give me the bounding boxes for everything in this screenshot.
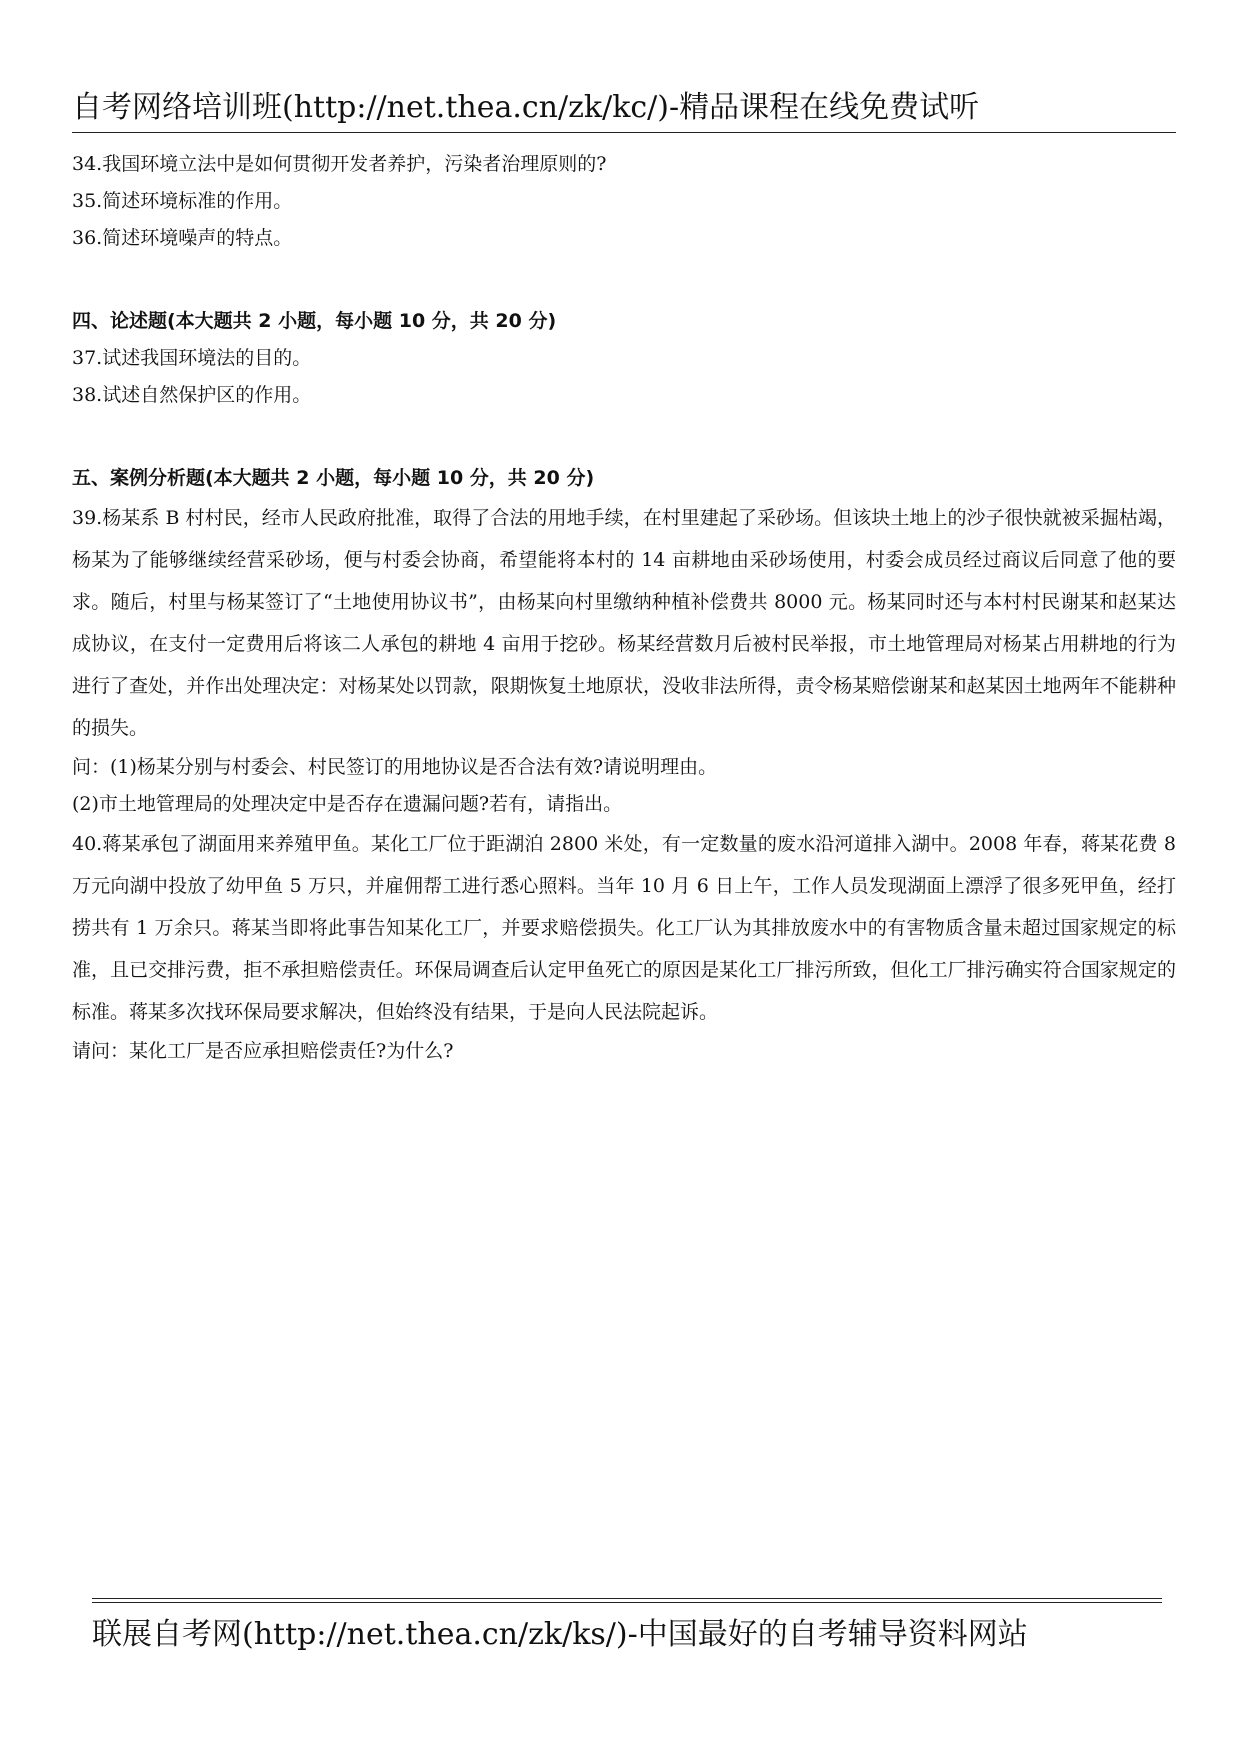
question-37: 37.试述我国环境法的目的。 xyxy=(72,347,312,369)
header-divider xyxy=(72,132,1176,133)
section-heading-case-analysis: 五、案例分析题(本大题共 2 小题，每小题 10 分，共 20 分) xyxy=(72,467,595,489)
section-heading-essay: 四、论述题(本大题共 2 小题，每小题 10 分，共 20 分) xyxy=(72,310,557,332)
question-39-ask-1: 问：(1)杨某分别与村委会、村民签订的用地协议是否合法有效?请说明理由。 xyxy=(72,756,718,778)
footer-divider xyxy=(92,1598,1162,1603)
page-footer xyxy=(92,1598,1162,1655)
question-39-ask-2: (2)市土地管理局的处理决定中是否存在遗漏问题?若有，请指出。 xyxy=(72,793,623,815)
question-34: 34.我国环境立法中是如何贯彻开发者养护，污染者治理原则的? xyxy=(72,153,607,175)
page-header xyxy=(72,88,1176,128)
question-36: 36.简述环境噪声的特点。 xyxy=(72,227,293,249)
question-40-ask: 请问：某化工厂是否应承担赔偿责任?为什么? xyxy=(72,1040,454,1062)
question-39-case-text: 39.杨某系 B 村村民，经市人民政府批准，取得了合法的用地手续，在村里建起了采砂场。但该块土地上的沙子很快就被采掘枯竭，杨某为了能够继续经营采砂场，便与村委会协商，希望能将本村的 14 亩耕地由采砂场使用，村委会成员经过商议后同意了他的要求。随后，村里与杨某签订了“土地使用协议书”，由杨某向村里缴纳种植补偿费共 8000 元。杨某同时还与本村村民谢某和赵某达成协议，在支付一定费用后将该二人承包的耕地 4 亩用于挖砂。杨某经营数月后被村民举报，市土地管理局对杨某占用耕地的行为进行了查处，并作出处理决定：对杨某处以罚款，限期恢复土地原状，没收非法所得，责令杨某赔偿谢某和赵某因土地两年不能耕种的损失。 xyxy=(72,507,1176,739)
footer-title: 联展自考网(http://net.thea.cn/zk/ks/)-中国最好的自考辅导资料网站 xyxy=(92,1617,1028,1652)
exam-content xyxy=(72,146,1176,1070)
header-title: 自考网络培训班(http://net.thea.cn/zk/kc/)-精品课程在线免费试听 xyxy=(72,90,980,125)
question-35: 35.简述环境标准的作用。 xyxy=(72,190,293,212)
question-38: 38.试述自然保护区的作用。 xyxy=(72,384,312,406)
question-40-case-text: 40.蒋某承包了湖面用来养殖甲鱼。某化工厂位于距湖泊 2800 米处，有一定数量的废水沿河道排入湖中。2008 年春，蒋某花费 8 万元向湖中投放了幼甲鱼 5 万只，并雇佣帮工进行悉心照料。当年 10 月 6 日上午，工作人员发现湖面上漂浮了很多死甲鱼，经打捞共有 1 万余只。蒋某当即将此事告知某化工厂，并要求赔偿损失。化工厂认为其排放废水中的有害物质含量未超过国家规定的标准，且已交排污费，拒不承担赔偿责任。环保局调查后认定甲鱼死亡的原因是某化工厂排污所致，但化工厂排污确实符合国家规定的标准。蒋某多次找环保局要求解决，但始终没有结果，于是向人民法院起诉。 xyxy=(72,833,1176,1023)
